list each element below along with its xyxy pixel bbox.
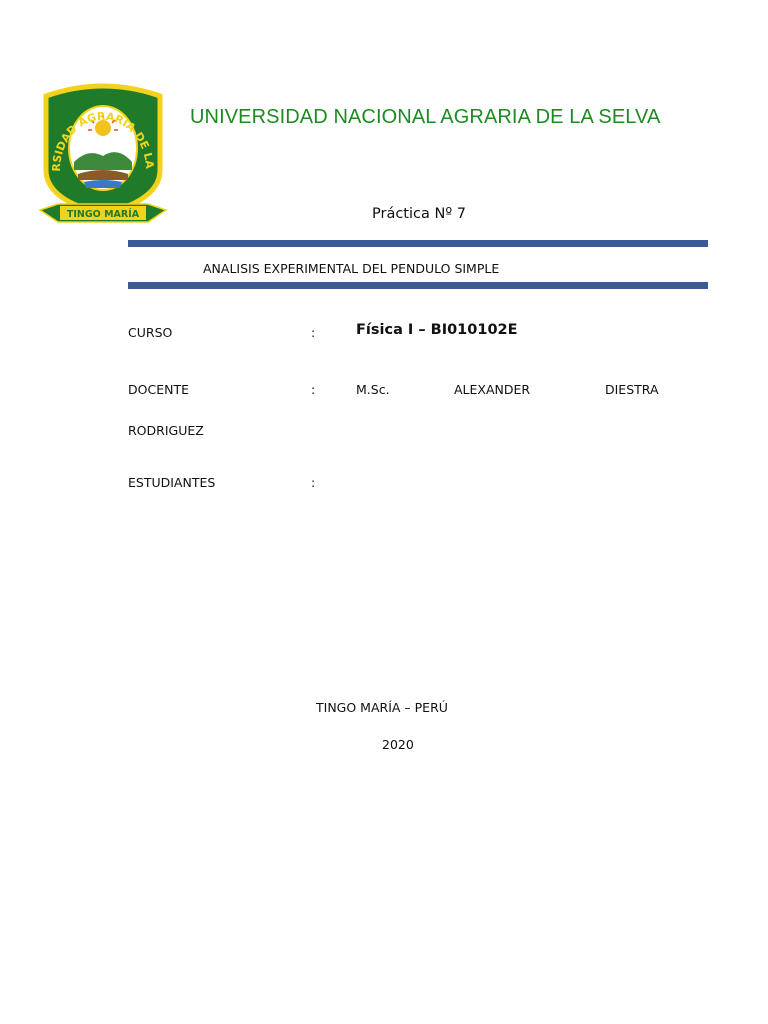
crest-banner-text: TINGO MARÍA: [66, 209, 140, 220]
course-colon: :: [311, 325, 316, 340]
teacher-name-word: ALEXANDER: [454, 382, 531, 397]
students-colon: :: [311, 475, 316, 490]
students-label: ESTUDIANTES: [128, 475, 216, 490]
teacher-label: DOCENTE: [128, 382, 189, 397]
university-logo: [38, 78, 168, 226]
report-title: ANALISIS EXPERIMENTAL DEL PENDULO SIMPLE: [203, 261, 500, 276]
teacher-name-word: M.Sc.: [356, 382, 390, 397]
top-divider: [128, 240, 708, 247]
practice-number: Práctica Nº 7: [372, 206, 467, 222]
year-text: 2020: [382, 737, 414, 752]
bottom-divider: [128, 282, 708, 289]
course-value: Física I – BI010102E: [356, 322, 518, 338]
course-label: CURSO: [128, 325, 173, 340]
location-text: TINGO MARÍA – PERÚ: [316, 700, 448, 715]
crest-shield-icon: [38, 78, 168, 226]
university-title: UNIVERSIDAD NACIONAL AGRARIA DE LA SELVA: [190, 106, 661, 128]
teacher-name-word: RODRIGUEZ: [128, 423, 204, 438]
teacher-name-word: DIESTRA: [605, 382, 659, 397]
teacher-colon: :: [311, 382, 316, 397]
crest-arc-text: RSIDAD AGRARIA DE LA: [49, 109, 157, 172]
